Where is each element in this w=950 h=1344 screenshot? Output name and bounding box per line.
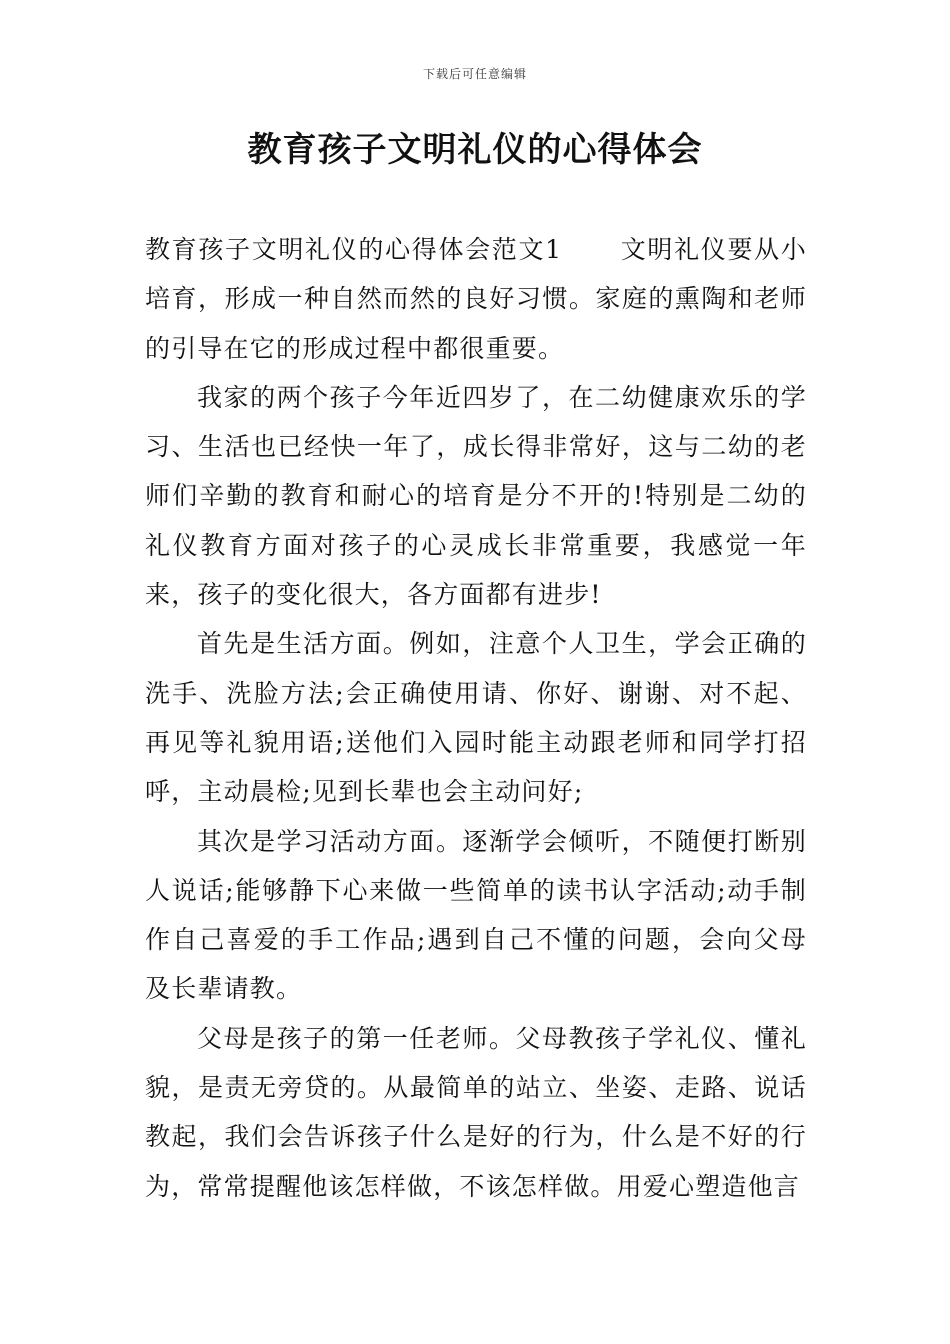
intro-heading: 教育孩子文明礼仪的心得体会范文1 bbox=[145, 235, 563, 264]
document-title: 教育孩子文明礼仪的心得体会 bbox=[247, 130, 703, 170]
paragraph-3: 首先是生活方面。例如，注意个人卫生，学会正确的洗手、洗脸方法;会正确使用请、你好、谢谢、对不起、再见等礼貌用语;送他们入园时能主动跟老师和同学打招呼，主动晨检;见到长辈也会主动问好; bbox=[145, 629, 807, 807]
paragraph-1 bbox=[145, 225, 807, 373]
paragraph-5: 父母是孩子的第一任老师。父母教孩子学礼仪、懂礼貌，是责无旁贷的。从最简单的站立、坐姿、走路、说话教起，我们会告诉孩子什么是好的行为，什么是不好的行为，常常提醒他该怎样做，不该怎样做。用爱心塑造他言 bbox=[145, 1023, 807, 1201]
paragraph-1-text: 文明礼仪要从小培育，形成一种自然而然的良好习惯。家庭的熏陶和老师的引导在它的形成过程中都很重要。 bbox=[145, 235, 808, 363]
paragraph-2: 我家的两个孩子今年近四岁了，在二幼健康欢乐的学习、生活也已经快一年了，成长得非常好，这与二幼的老师们辛勤的教育和耐心的培育是分不开的!特别是二幼的礼仪教育方面对孩子的心灵成长非常重要，我感觉一年来，孩子的变化很大，各方面都有进步! bbox=[145, 382, 807, 610]
document-body bbox=[145, 225, 807, 1211]
paragraph-4: 其次是学习活动方面。逐渐学会倾听，不随便打断别人说话;能够静下心来做一些简单的读书认字活动;动手制作自己喜爱的手工作品;遇到自己不懂的问题，会向父母及长辈请教。 bbox=[145, 826, 807, 1004]
header-note: 下载后可任意编辑 bbox=[422, 67, 527, 81]
